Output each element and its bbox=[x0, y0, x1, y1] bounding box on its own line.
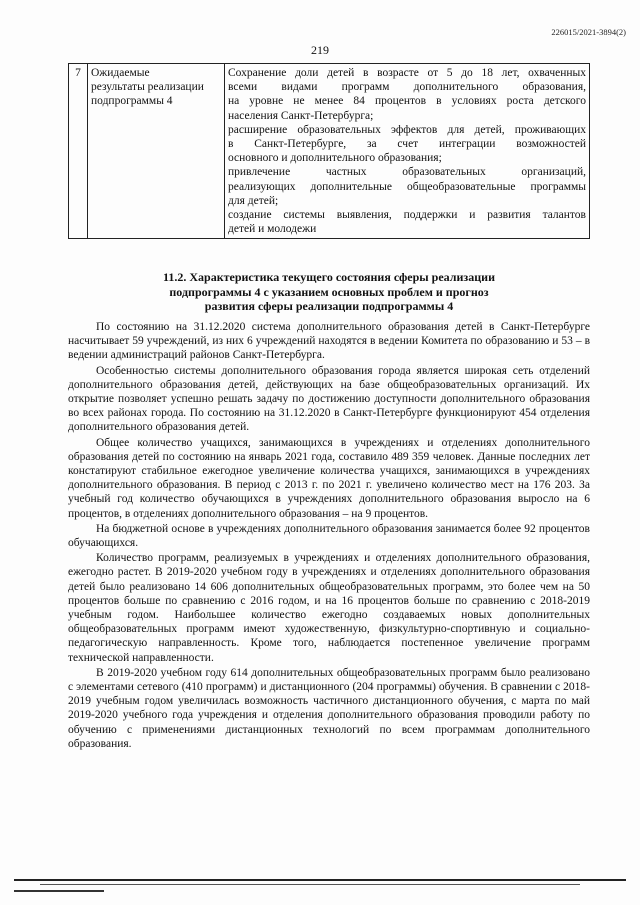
body-text bbox=[68, 320, 590, 752]
content-line: Сохранение доли детей в возрасте от 5 до 18 лет, охваченных bbox=[228, 67, 586, 79]
footer-rule bbox=[40, 884, 580, 885]
page-number: 219 bbox=[311, 43, 329, 57]
row-label-cell bbox=[88, 64, 225, 239]
content-line: населения Санкт-Петербурга; bbox=[228, 109, 374, 122]
paragraph: На бюджетной основе в учреждениях дополнительного образования занимается более 92 процентов обучающихся. bbox=[68, 522, 590, 550]
row-label-line: подпрограммы 4 bbox=[91, 95, 173, 108]
row-label-line: результаты реализации bbox=[91, 81, 204, 94]
row-number-cell bbox=[69, 64, 88, 239]
section-title-line: 11.2. Характеристика текущего состояния сферы реализации bbox=[163, 270, 495, 284]
table-row bbox=[69, 64, 590, 239]
content-line: для детей; bbox=[228, 194, 279, 207]
row-label-line: Ожидаемые bbox=[91, 67, 150, 79]
row-content-cell bbox=[225, 64, 590, 239]
footer-rule bbox=[14, 879, 626, 881]
paragraph: Общее количество учащихся, занимающихся в учреждениях и отделениях дополнительного образования детей по состоянию на январь 2021 года, составило 489 359 человек. Данные последних лет констатируют стабильное ежегодное увеличение количества учащихся, занимающихся в учреждениях дополнительного образования. В период с 2013 г. по 2021 г. увеличено количество мест на 176 203. За учебный год количество обучающихся в учреждениях дополнительного образования выросло на 6 процентов, в отделениях дополнительного образования – на 9 процентов. bbox=[68, 436, 590, 520]
content-line: привлечение частных образовательных организаций, bbox=[228, 166, 586, 179]
paragraph: Количество программ, реализуемых в учреждениях и отделениях дополнительного образования, ежегодно растет. В 2019-2020 учебном году в учреждениях и отделениях дополнительного образования детей было реализовано 14 606 дополнительных общеобразовательных программ, это более чем на 50 процентов больше по сравнению с 2016 годом, и на 16 процентов больше по сравнению с 2018-2019 учебным годом. Наибольшее количество ежегодно создаваемых новых дополнительных общеобразовательных программ имеют художественную, физкультурно-спортивную и социально-педагогическую направленность. Кроме того, наблюдается постепенное увеличение программ технической направленности. bbox=[68, 552, 590, 664]
content-line: в Санкт-Петербурге, за счет интеграции возможностей bbox=[228, 138, 586, 151]
content-line: на уровне не менее 84 процентов в условиях роста детского bbox=[228, 95, 586, 108]
section-title-line: развития сферы реализации подпрограммы 4 bbox=[204, 299, 454, 313]
content-line: детей и молодежи bbox=[228, 223, 317, 236]
paragraph: Особенностью системы дополнительного образования города является широкая сеть отделений дополнительного образования детей, действующих на базе общеобразовательных организаций. Их открытие позволяет успешно решать задачу по достижению доступности дополнительного образования во всех районах города. По состоянию на 31.12.2020 в Санкт-Петербурге функционируют 454 отделения дополнительного образования детей. bbox=[68, 364, 590, 434]
section-title-line: подпрограммы 4 с указанием основных проблем и прогноз bbox=[169, 284, 489, 299]
results-table bbox=[68, 63, 590, 239]
section-heading bbox=[68, 270, 590, 314]
paragraph: По состоянию на 31.12.2020 система дополнительного образования детей в Санкт-Петербурге насчитывает 59 учреждений, из них 6 учреждений находятся в ведении Комитета по образованию и 53 – в ведении администраций районов Санкт-Петербурга. bbox=[68, 321, 590, 362]
content-line: создание системы выявления, поддержки и развития талантов bbox=[228, 209, 586, 222]
content-line: основного и дополнительного образования; bbox=[228, 152, 442, 165]
document-number: 226015/2021-3894(2) bbox=[551, 27, 626, 37]
footer-rule bbox=[14, 890, 104, 892]
content-line: реализующих дополнительные общеобразовательные программы bbox=[228, 180, 586, 193]
content-line: всеми видами программ дополнительного образования, bbox=[228, 81, 586, 94]
paragraph: В 2019-2020 учебном году 614 дополнительных общеобразовательных программ было реализовано с элементами сетевого (410 программ) и дистанционного (204 программы) обучения. В сравнении с 2018-2019 учебным годом увеличилась возможность частичного дистанционного обучения, с марта по май 2019-2020 учебного года учреждения и отделения дополнительного образования проводили работу по обучению с применениями дистанционных технологий по всем программам дополнительного образования. bbox=[68, 666, 590, 750]
content-line: расширение образовательных эффектов для детей, проживающих bbox=[228, 123, 586, 136]
row-number: 7 bbox=[75, 67, 81, 79]
